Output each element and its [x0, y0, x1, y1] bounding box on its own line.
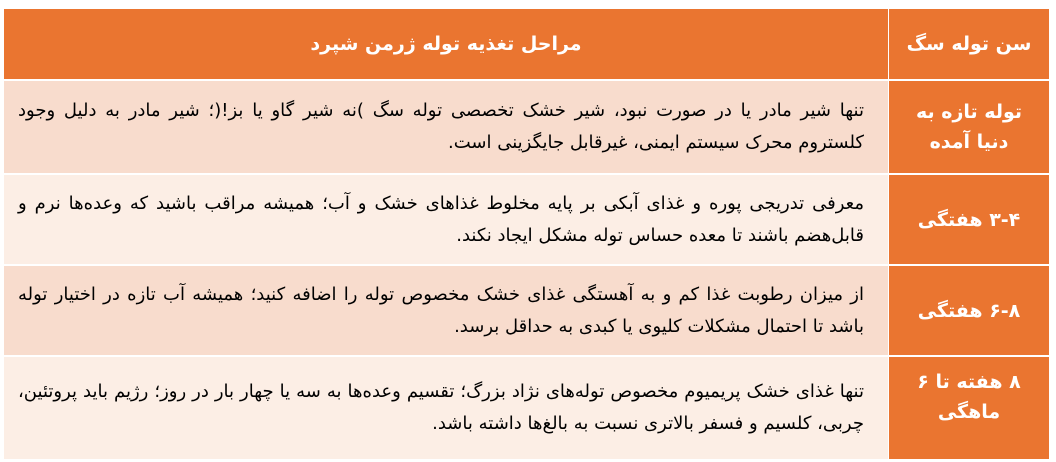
row-8-weeks-6-months-age	[889, 357, 1050, 461]
row-6-8-weeks-age	[889, 266, 1050, 357]
row-newborn-text: تنها شیر مادر یا در صورت نبود، شیر خشک تخصصی توله سگ )نه شیر گاو یا بز!(؛ شیر مادر به دلیل وجود کلستروم محرک سیستم ایمنی، غیرقابل جایگزینی است.	[18, 100, 864, 153]
row-3-4-weeks-age-label: ۳-۴ هفتگی	[917, 208, 1021, 231]
row-newborn-age	[889, 81, 1050, 175]
row-3-4-weeks-age	[889, 175, 1050, 266]
row-8-weeks-6-months-text: تنها غذای خشک پریمیوم مخصوص توله‌های نژاد بزرگ؛ تقسیم وعده‌ها به سه یا چهار بار در روز؛ رژیم باید پروتئین، چربی، کلسیم و فسفر بالاتری نسبت به بالغ‌ها داشته باشد.	[18, 381, 864, 434]
header-feeding-stages-label: مراحل تغذیه توله ژرمن شپرد	[310, 33, 582, 55]
header-puppy-age-label: سن توله سگ	[906, 33, 1032, 55]
row-6-8-weeks-age-label: ۶-۸ هفتگی	[917, 299, 1021, 322]
row-8-weeks-6-months-age-label: ۸ هفته تا ۶ ماهگی	[917, 371, 1021, 423]
row-6-8-weeks-description	[4, 266, 889, 357]
row-newborn-age-label: توله تازه به دنیا آمده	[915, 101, 1022, 153]
row-newborn-description	[4, 81, 889, 175]
row-8-weeks-6-months-description	[4, 357, 889, 461]
header-puppy-age	[889, 9, 1050, 81]
feeding-stages-table	[4, 9, 1050, 461]
row-6-8-weeks-text: از میزان رطوبت غذا کم و به آهستگی غذای خشک مخصوص توله را اضافه کنید؛ همیشه آب تازه در اختیار توله باشد تا احتمال مشکلات کلیوی یا کبدی به حداقل برسد.	[18, 283, 864, 337]
header-feeding-stages	[4, 9, 889, 81]
row-3-4-weeks-description	[4, 175, 889, 266]
row-3-4-weeks-text: معرفی تدریجی پوره و غذای آبکی بر پایه مخلوط غذاهای خشک و آب؛ همیشه مراقب باشید که وعده‌ها نرم و قابل‌هضم باشند تا معده حساس توله مشکل ایجاد نکند.	[18, 192, 864, 246]
